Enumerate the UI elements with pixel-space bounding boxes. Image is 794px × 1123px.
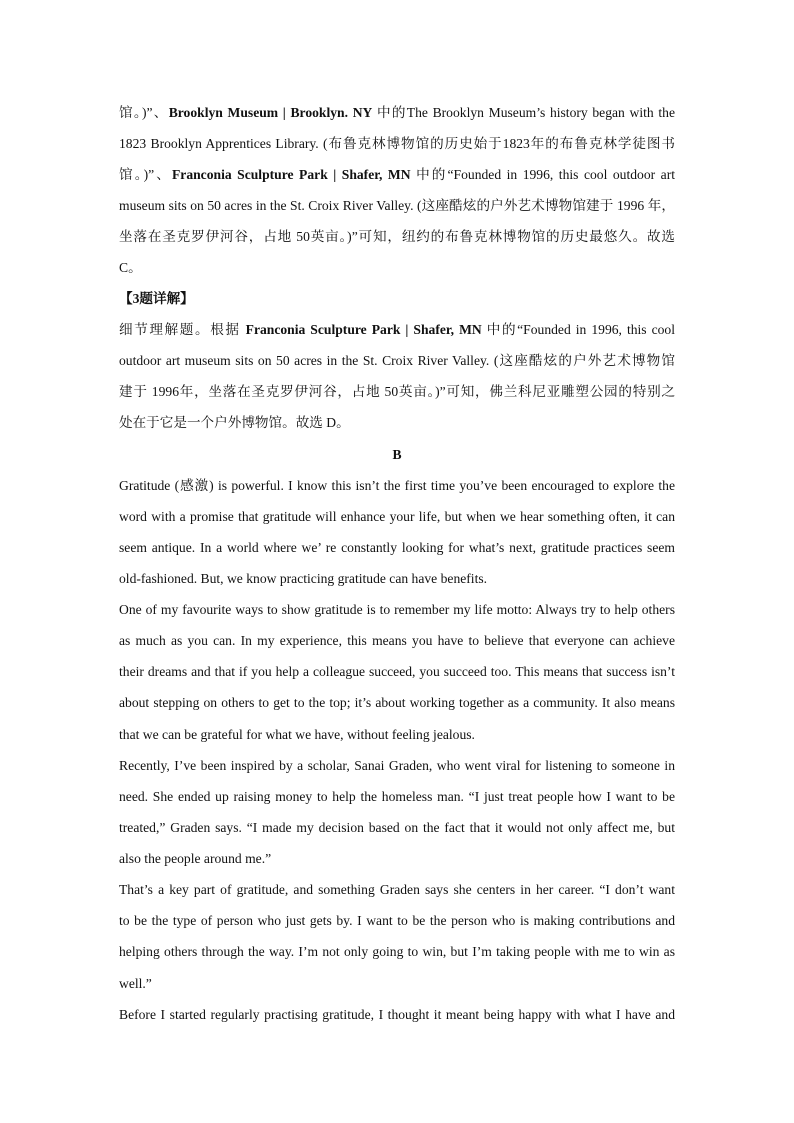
text-segment: Before I started regularly practising gratitude, I thought it meant being happy with what I have and bbox=[119, 1007, 675, 1022]
bold-segment: Brooklyn Museum | Brooklyn. NY bbox=[168, 105, 373, 120]
text-line bbox=[119, 539, 675, 557]
text-line bbox=[119, 477, 675, 495]
text-line bbox=[119, 975, 675, 993]
text-line bbox=[119, 1006, 675, 1024]
text-line bbox=[119, 850, 675, 868]
text-line bbox=[119, 632, 675, 650]
text-line bbox=[119, 383, 675, 401]
text-line bbox=[119, 788, 675, 806]
text-line bbox=[119, 663, 675, 681]
text-segment: helping others through the way. I’m not only going to win, but I’m taking people with me to win as bbox=[119, 944, 675, 959]
text-segment: 1823 Brooklyn Apprentices Library. (布鲁克林博物馆的历史始于1823年的布鲁克林学徒图书 bbox=[119, 136, 675, 151]
text-line bbox=[119, 104, 675, 122]
text-segment: 坐落在圣克罗伊河谷，占地 50英亩。)”可知，纽约的布鲁克林博物馆的历史最悠久。故选 bbox=[119, 229, 675, 244]
bold-segment: 【3题详解】 bbox=[119, 291, 194, 306]
text-segment: museum sits on 50 acres in the St. Croix River Valley. (这座酷炫的户外艺术博物馆建于 1996 年， bbox=[119, 198, 675, 213]
text-line bbox=[119, 259, 675, 277]
text-segment: that we can be grateful for what we have, without feeling jealous. bbox=[119, 727, 475, 742]
text-line bbox=[119, 508, 675, 526]
text-segment: 馆。)”、 bbox=[119, 167, 172, 182]
text-line bbox=[119, 943, 675, 961]
text-segment: 建于 1996年，坐落在圣克罗伊河谷，占地 50英亩。)”可知，佛兰科尼亚雕塑公园的特别之 bbox=[119, 384, 675, 399]
text-segment: Recently, I’ve been inspired by a scholar, Sanai Graden, who went viral for listening to someone in bbox=[119, 758, 675, 773]
text-segment: also the people around me.” bbox=[119, 851, 272, 866]
text-line bbox=[119, 601, 675, 619]
text-line bbox=[119, 819, 675, 837]
text-line bbox=[119, 321, 675, 339]
text-line bbox=[119, 912, 675, 930]
text-segment: C。 bbox=[119, 260, 142, 275]
text-segment: 中的“Founded in 1996, this cool bbox=[481, 322, 675, 337]
text-segment: That’s a key part of gratitude, and something Graden says she centers in her career. “I don’t want bbox=[119, 882, 675, 897]
text-segment: need. She ended up raising money to help the homeless man. “I just treat people how I want to be bbox=[119, 789, 675, 804]
text-line bbox=[119, 135, 675, 153]
text-segment: old-fashioned. But, we know practicing gratitude can have benefits. bbox=[119, 571, 488, 586]
text-line bbox=[119, 166, 675, 184]
text-segment: One of my favourite ways to show gratitude is to remember my life motto: Always try to help others bbox=[119, 602, 675, 617]
text-line bbox=[119, 228, 675, 246]
text-segment: well.” bbox=[119, 976, 152, 991]
text-line bbox=[119, 757, 675, 775]
text-segment: 细节理解题。根据 bbox=[119, 322, 246, 337]
text-segment: outdoor art museum sits on 50 acres in the St. Croix River Valley. (这座酷炫的户外艺术博物馆 bbox=[119, 353, 675, 368]
text-segment: 中的The Brooklyn Museum’s history began with the bbox=[372, 105, 675, 120]
text-line bbox=[119, 352, 675, 370]
text-segment: 处在于它是一个户外博物馆。故选 D。 bbox=[119, 415, 350, 430]
text-segment: to be the type of person who just gets by. I want to be the person who is making contributions and bbox=[119, 913, 675, 928]
text-segment: about stepping on others to get to the top; it’s about working together as a community. It also means bbox=[119, 695, 675, 710]
bold-segment: Franconia Sculpture Park | Shafer, MN bbox=[171, 167, 411, 182]
bold-segment: B bbox=[392, 447, 402, 462]
text-segment: their dreams and that if you help a colleague succeed, you succeed too. This means that success isn’t bbox=[119, 664, 675, 679]
text-segment: 中的“Founded in 1996, this cool outdoor art bbox=[410, 167, 676, 182]
text-segment: treated,” Graden says. “I made my decision based on the fact that it would not only affect me, but bbox=[119, 820, 675, 835]
bold-segment: Franconia Sculpture Park | Shafer, MN bbox=[245, 322, 482, 337]
text-segment: as much as you can. In my experience, this means you have to believe that everyone can achieve bbox=[119, 633, 675, 648]
text-segment: word with a promise that gratitude will enhance your life, but when we hear something often, it can bbox=[119, 509, 675, 524]
text-line bbox=[119, 726, 675, 744]
text-segment: seem antique. In a world where we’ re constantly looking for what’s next, gratitude practices seem bbox=[119, 540, 675, 555]
text-segment: Gratitude (感激) is powerful. I know this isn’t the first time you’ve been encouraged to explore the bbox=[119, 478, 675, 493]
text-line bbox=[119, 414, 675, 432]
text-line bbox=[119, 694, 675, 712]
section-heading bbox=[119, 290, 675, 308]
text-line bbox=[119, 197, 675, 215]
text-segment: 馆。)”、 bbox=[119, 105, 169, 120]
passage-heading bbox=[119, 446, 675, 464]
text-line bbox=[119, 570, 675, 588]
text-line bbox=[119, 881, 675, 899]
